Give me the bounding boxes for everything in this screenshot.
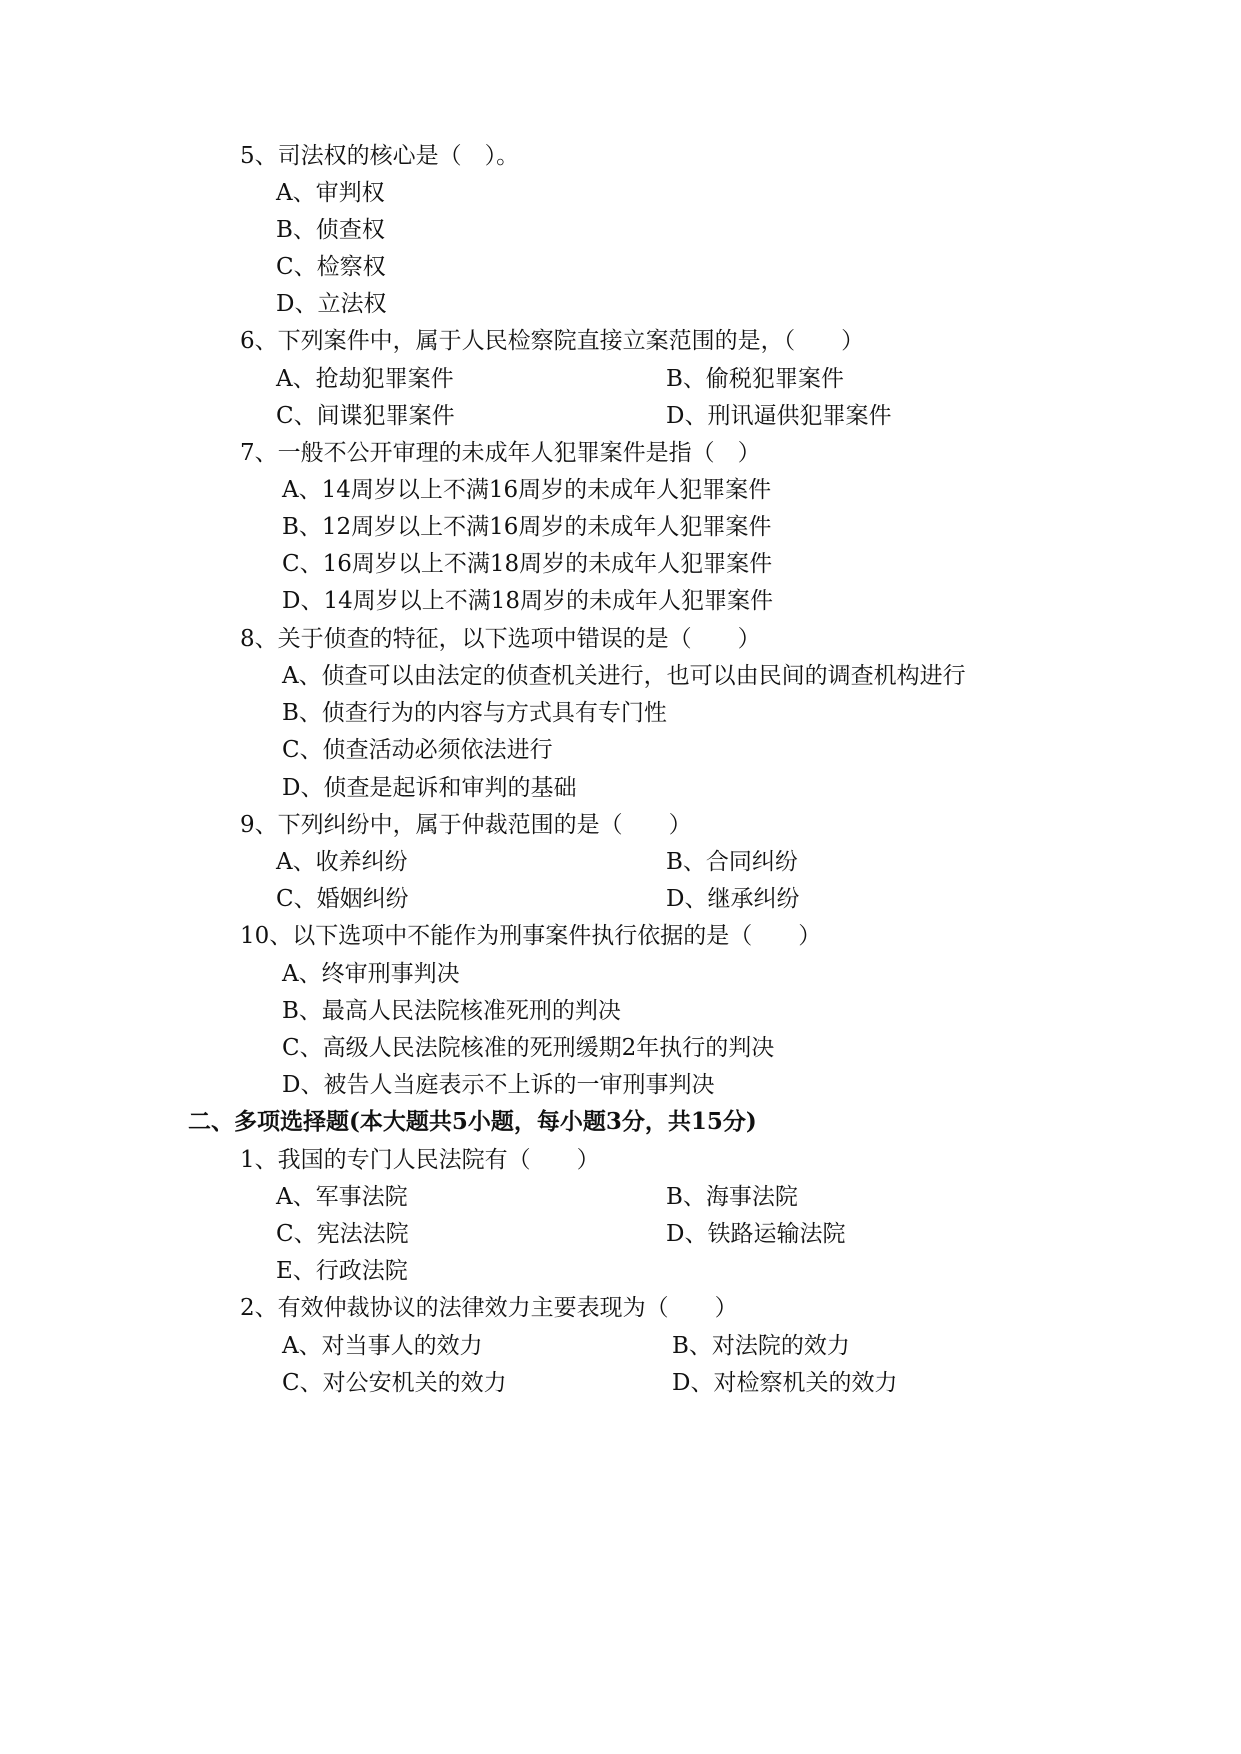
question-6-option-a: A、抢劫犯罪案件: [276, 366, 454, 392]
question-5-option-a: A、审判权: [276, 180, 385, 206]
question-9-option-c: C、婚姻纠纷: [276, 886, 409, 912]
question-6-stem: 6、下列案件中，属于人民检察院直接立案范围的是，（ ）: [240, 328, 865, 354]
question-8-option-d: D、侦查是起诉和审判的基础: [282, 775, 577, 801]
question-7-stem: 7、一般不公开审理的未成年人犯罪案件是指（ ）: [240, 440, 761, 466]
question-9-stem: 9、下列纠纷中，属于仲裁范围的是（ ）: [240, 812, 692, 838]
question-6-option-c: C、间谍犯罪案件: [276, 403, 455, 429]
question-10-option-a: A、终审刑事判决: [282, 961, 460, 987]
multi-question-1-stem: 1、我国的专门人民法院有（ ）: [240, 1147, 600, 1173]
multi-question-1-option-b: B、海事法院: [666, 1184, 798, 1210]
question-7-option-b: B、12周岁以上不满16周岁的未成年人犯罪案件: [282, 514, 772, 540]
multi-question-1-option-e: E、行政法院: [276, 1258, 408, 1284]
multi-question-2-option-b: B、对法院的效力: [672, 1333, 850, 1359]
question-8-stem: 8、关于侦查的特征，以下选项中错误的是（ ）: [240, 626, 761, 652]
multi-question-2-stem: 2、有效仲裁协议的法律效力主要表现为（ ）: [240, 1295, 738, 1321]
question-9-option-b: B、合同纠纷: [666, 849, 798, 875]
question-7-option-d: D、14周岁以上不满18周岁的未成年人犯罪案件: [282, 588, 773, 614]
question-10-option-b: B、最高人民法院核准死刑的判决: [282, 998, 621, 1024]
multi-question-1-option-c: C、宪法法院: [276, 1221, 409, 1247]
multi-question-1-option-d: D、铁路运输法院: [666, 1221, 846, 1247]
question-7-option-a: A、14周岁以上不满16周岁的未成年人犯罪案件: [282, 477, 772, 503]
question-5-option-b: B、侦查权: [276, 217, 385, 243]
multi-question-2-option-c: C、对公安机关的效力: [282, 1370, 507, 1396]
question-10-stem: 10、以下选项中不能作为刑事案件执行依据的是（ ）: [240, 923, 822, 949]
multi-question-1-option-a: A、军事法院: [276, 1184, 408, 1210]
multi-question-2-option-d: D、对检察机关的效力: [672, 1370, 898, 1396]
question-9-option-a: A、收养纠纷: [276, 849, 408, 875]
question-10-option-d: D、被告人当庭表示不上诉的一审刑事判决: [282, 1072, 715, 1098]
question-9-option-d: D、继承纠纷: [666, 886, 800, 912]
question-5-stem: 5、司法权的核心是（ ）。: [240, 143, 520, 169]
question-6-option-d: D、刑讯逼供犯罪案件: [666, 403, 892, 429]
multi-question-2-option-a: A、对当事人的效力: [282, 1333, 483, 1359]
question-10-option-c: C、高级人民法院核准的死刑缓期2年执行的判决: [282, 1035, 775, 1061]
question-7-option-c: C、16周岁以上不满18周岁的未成年人犯罪案件: [282, 551, 773, 577]
question-8-option-c: C、侦查活动必须依法进行: [282, 737, 553, 763]
question-5-option-d: D、立法权: [276, 291, 387, 317]
question-6-option-b: B、偷税犯罪案件: [666, 366, 844, 392]
question-5-option-c: C、检察权: [276, 254, 386, 280]
question-8-option-a: A、侦查可以由法定的侦查机关进行，也可以由民间的调查机构进行: [282, 663, 966, 689]
section-heading-multiple-choice: 二、多项选择题(本大题共5小题，每小题3分，共15分): [188, 1108, 757, 1135]
question-8-option-b: B、侦查行为的内容与方式具有专门性: [282, 700, 667, 726]
